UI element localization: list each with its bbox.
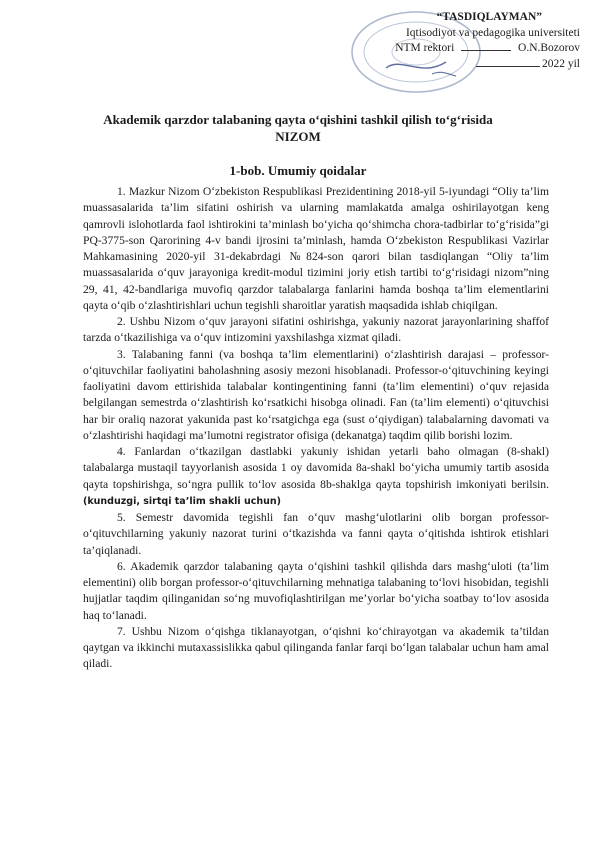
approval-block xyxy=(340,10,580,72)
date-blank-line xyxy=(476,66,540,67)
approval-institution: Iqtisodiyot va pedagogika universiteti xyxy=(405,26,580,39)
approval-year: 2022 yil xyxy=(541,57,580,70)
approval-rector-name: O.N.Bozorov xyxy=(518,42,580,54)
paragraph-6: 6. Akademik qarzdor talabaning qayta o‘qishini tashkil qilishda dars mashg‘uloti (ta’lim elementini) olib borgan professor-o‘qituvchilarning mehnatiga talabaning to‘lovi hisobidan, tegishli hujjatlar taqdim qilinganidan so‘ng muvofiqlashtirilgan me’yorlar bo‘yicha soatbay to‘lov asosida haq to‘lanadi. xyxy=(83,559,549,622)
paragraph-7: 7. Ushbu Nizom o‘qishga tiklanayotgan, o‘qishni ko‘chirayotgan va akademik ta’tildan qaytgan va ikkinchi mutaxassislikka qabul qilinganda fanlar farqi bo‘lgan talabalar uchun ham amal qiladi. xyxy=(83,624,549,671)
document-body xyxy=(83,184,549,673)
handwritten-note: (kunduzgi, sirtqi ta’lim shakli uchun) xyxy=(83,495,282,507)
paragraph-2: 2. Ushbu Nizom o‘quv jarayoni sifatini oshirishga, yakuniy nazorat jarayonlarining shaffof tarzda o‘tkazilishiga va o‘quv intizomini yaxshilashga xizmat qiladi. xyxy=(83,315,549,345)
chapter-heading: 1-bob. Umumiy qoidalar xyxy=(229,163,367,178)
document-title-line2: NIZOM xyxy=(275,129,321,144)
paragraph-4-text: 4. Fanlardan o‘tkazilgan dastlabki yakuniy ishidan yetarli baho olmagan (8-shakl) talabalarga mustaqil tayyorlanish asosida 1 oy davomida 8a-shakl bo‘yicha umumiy tartib asosida qayta topshirishga, so‘ngra pullik to‘lov asosida 8b-shaklga qayta topshirish imkoniyati berilsin. xyxy=(83,445,549,491)
document-title xyxy=(40,111,556,145)
approval-heading: “TASDIQLAYMAN” xyxy=(436,11,542,23)
document-title-line1: Akademik qarzdor talabaning qayta o‘qishini tashkil qilish to‘g‘risida xyxy=(103,112,493,127)
paragraph-1: 1. Mazkur Nizom O‘zbekiston Respublikasi Prezidentining 2018-yil 5-iyundagi “Oliy ta’lim muassasalarida ta’lim sifatini oshirish va ularning mamlakatda amalga oshirilayotgan keng qamrovli islohotlarda faol ishtirokini ta’minlash bo‘yicha qo‘shimcha chora-tadbirlar to‘g‘risida”gi PQ-3775-son Qarorining 4-v bandi ijrosini ta’minlash, hamda O‘zbekiston Respublikasi Vazirlar Mahkamasining 2020-yil 31-dekabrdagi №824-son qarori bilan tasdiqlangan “Oliy ta’lim muassasalarida o‘quv jarayoniga kredit-modul tizimini joriy etish tartibi to‘g‘risidagi nizom”ning 29, 41, 42-bandlariga muvofiq qarzdor talabalarga fanlarini hamda boshqa ta’lim elementlarini qayta o‘qib o‘zlashtirishlari uchun tegishli sharoitlar yaratish maqsadida ishlab chiqilgan. xyxy=(83,185,549,312)
paragraph-5: 5. Semestr davomida tegishli fan o‘quv mashg‘ulotlarini olib borgan professor-o‘qituvchilarning yakuniy nazorat turini o‘tkazishda va fanni qayta o‘qitishda ishtirok etishlari ta’qiqlanadi. xyxy=(83,511,549,557)
approval-rector-prefix: NTM rektori xyxy=(395,42,455,54)
paragraph-3: 3. Talabaning fanni (va boshqa ta’lim elementlarini) o‘zlashtirish darajasi – professor-o‘qituvchilar faoliyatini baholashning asosiy mezoni hisoblanadi. Professor-o‘qituvchining keyingi faoliyatini davom ettirishida talabalar kontingentining fanni (ta’lim elementini) o‘quv rejasida belgilangan semestrda o‘zlashtirish ko‘rsatkichi hisobga olinadi. Fan (ta’lim elementi) o‘qituvchisi har bir oraliq nazorat yakunida past ko‘rsatgichga ega (sust o‘qiydigan) talabalarning davomati va o‘zlashtirishi haqidagi ma’lumotni registrator ofisiga (dekanatga) taqdim qilib borishi lozim. xyxy=(83,347,549,442)
signature-line xyxy=(461,50,511,51)
paragraph-4 xyxy=(83,444,549,510)
